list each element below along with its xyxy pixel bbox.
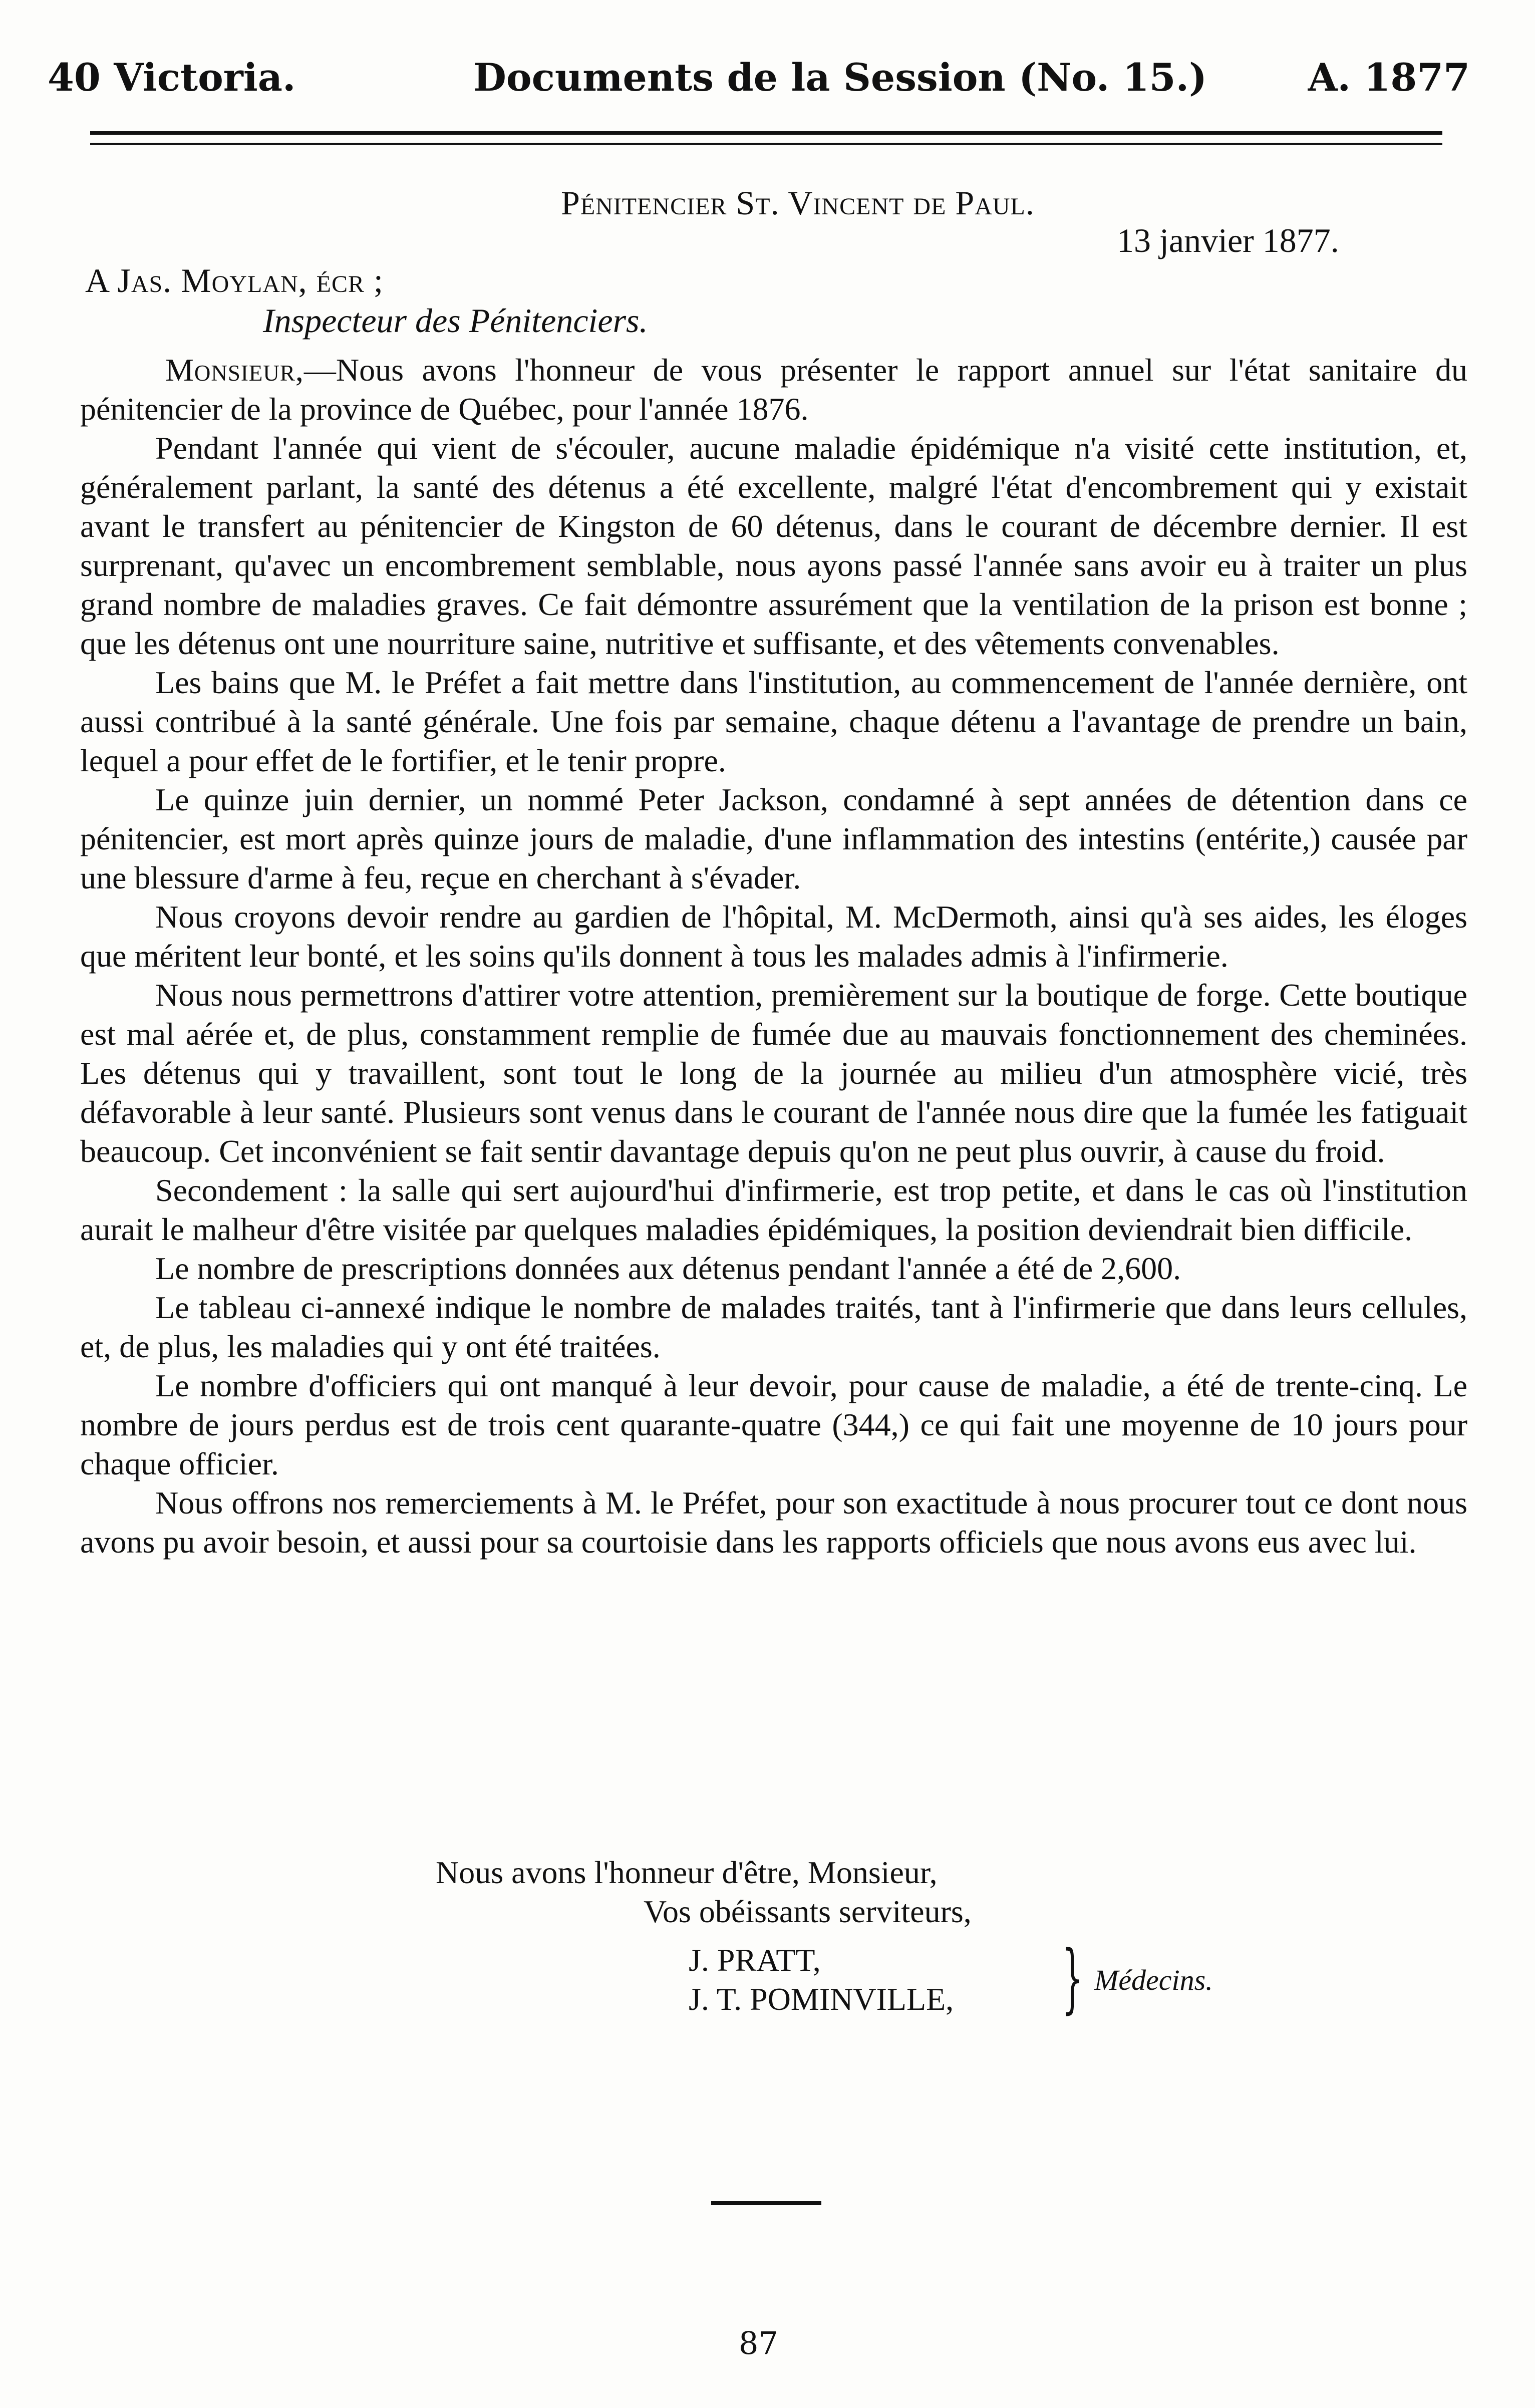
header-title: Documents de la Session (No. 15.) <box>473 55 1207 100</box>
running-header <box>48 48 1470 108</box>
signature-block <box>689 1941 954 2019</box>
paragraph: Les bains que M. le Préfet a fait mettre dans l'institution, au commencement de l'année dernière, ont aussi contribué à la santé générale. Une fois par semaine, chaque détenu a l'avantage de prendre un bain, lequel a pour effet de le fortifier, et le tenir propre. <box>80 665 1467 778</box>
paragraph: Le tableau ci-annexé indique le nombre de malades traités, tant à l'infirmerie que dans leurs cellules, et, de plus, les maladies qui y ont été traitées. <box>80 1290 1467 1364</box>
closing-line-1: Nous avons l'honneur d'être, Monsieur, <box>436 1855 938 1890</box>
paragraph: Secondement : la salle qui sert aujourd'hui d'infirmerie, est trop petite, et dans le cas où l'institution aurait le malheur d'être visitée par quelques maladies épidémiques, la position deviendrait bien difficile. <box>80 1172 1467 1247</box>
signatory-name: J. PRATT, <box>689 1942 821 1978</box>
signatory-name: J. T. POMINVILLE, <box>689 1981 954 2017</box>
letter-date: 13 janvier 1877. <box>1117 221 1339 259</box>
paragraph <box>80 351 1467 429</box>
closing-line-2: Vos obéissants serviteurs, <box>644 1894 972 1929</box>
paragraph: Nous croyons devoir rendre au gardien de l'hôpital, M. McDermoth, ainsi qu'à ses aides, les éloges que méritent leur bonté, et les soins qu'ils donnent à tous les malades admis à l'infirmerie. <box>80 899 1467 974</box>
letter-body <box>80 351 1467 1562</box>
footer-rule <box>711 2201 821 2205</box>
paragraph-text: —Nous avons l'honneur de vous présenter le rapport annuel sur l'état sanitaire du pénitencier de la province de Québec, pour l'année 1876. <box>80 352 1467 427</box>
paragraph: Nous nous permettrons d'attirer votre attention, premièrement sur la boutique de forge. Cette boutique est mal aérée et, de plus, constamment remplie de fumée due au mauvais fonctionnement des cheminées. Les détenus qui y travaillent, sont tout le long de la journée au milieu d'un atmosphère vicié, très défavorable à leur santé. Plusieurs sont venus dans le courant de l'année nous dire que la fumée les fatiguait beaucoup. Cet inconvénient se fait sentir davantage depuis qu'on ne peut plus ouvrir, à cause du froid. <box>80 977 1467 1169</box>
header-year: A. 1877 <box>1308 55 1470 100</box>
page-number: 87 <box>739 2325 778 2361</box>
paragraph: Le nombre d'officiers qui ont manqué à leur devoir, pour cause de maladie, a été de trente-cinq. Le nombre de jours perdus est de trois cent quarante-quatre (344,) ce qui fait une moyenne de 10 jours pour chaque officier. <box>80 1368 1467 1481</box>
header-rule-thin <box>90 143 1442 145</box>
letter-addressee: A Jas. Moylan, écr ; <box>85 261 384 299</box>
header-volume: 40 Victoria. <box>48 55 296 100</box>
right-brace-icon: } <box>1062 1935 1083 2022</box>
paragraph: Le nombre de prescriptions données aux détenus pendant l'année a été de 2,600. <box>155 1251 1181 1286</box>
header-rule-thick <box>90 131 1442 135</box>
signatory-role: Médecins. <box>1094 1964 1213 1996</box>
salutation: Monsieur, <box>165 352 304 388</box>
paragraph: Le quinze juin dernier, un nommé Peter Jackson, condamné à sept années de détention dans ce pénitencier, est mort après quinze jours de maladie, d'une inflammation des intestins (entérite,) causée par une blessure d'arme à feu, reçue en cherchant à s'évader. <box>80 782 1467 895</box>
letter-place: Pénitencier St. Vincent de Paul. <box>561 184 1035 222</box>
paragraph: Nous offrons nos remerciements à M. le Préfet, pour son exactitude à nous procurer tout ce dont nous avons pu avoir besoin, et aussi pour sa courtoisie dans les rapports officiels que nous avons eus avec lui. <box>80 1485 1467 1560</box>
letter-addressee-title: Inspecteur des Pénitenciers. <box>263 302 648 340</box>
paragraph: Pendant l'année qui vient de s'écouler, aucune maladie épidémique n'a visité cette institution, et, généralement parlant, la santé des détenus a été excellente, malgré l'état d'encombrement qui y existait avant le transfert au pénitencier de Kingston de 60 détenus, dans le courant de décembre dernier. Il est surprenant, qu'avec un encombrement semblable, nous ayons passé l'année sans avoir eu à traiter un plus grand nombre de maladies graves. Ce fait démontre assurément que la ventilation de la prison est bonne ; que les détenus ont une nourriture saine, nutritive et suffisante, et des vêtements convenables. <box>80 430 1467 661</box>
